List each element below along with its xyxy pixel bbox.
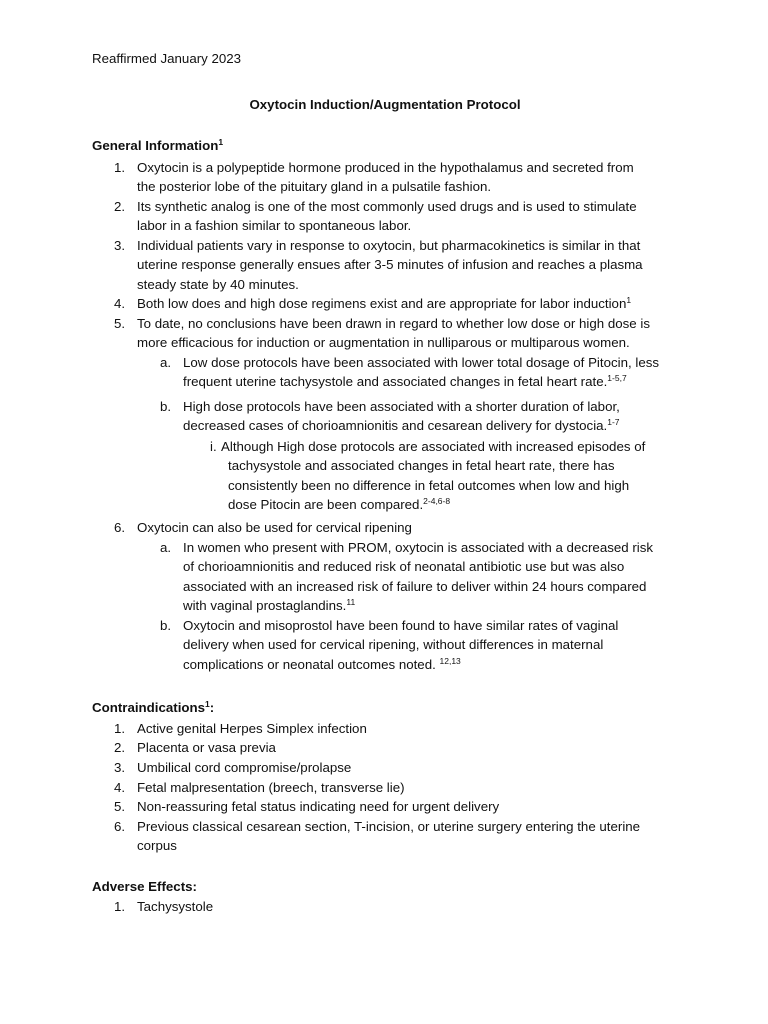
sub-list-letter: b. <box>160 399 172 414</box>
list-number: 1. <box>114 899 126 914</box>
list-number: 5. <box>114 316 126 331</box>
list-item-text: Oxytocin is a polypeptide hormone produced in the hypothalamus and secreted from <box>137 160 634 175</box>
citation: 1-7 <box>607 417 620 427</box>
list-number: 6. <box>114 520 126 535</box>
list-item-text: Previous classical cesarean section, T-incision, or uterine surgery entering the uterine <box>137 819 641 834</box>
sub-list-text: frequent uterine tachysystole and associated changes in fetal heart rate.$^{1-5,7}$ <box>183 373 627 389</box>
citation: 11 <box>346 597 356 607</box>
list-item-text: Both low does and high dose regimens exist and are appropriate for labor induction$^1$ <box>137 295 632 311</box>
sub-list-letter: b. <box>160 618 172 633</box>
general-information-heading: General Information$^1$ <box>92 137 224 153</box>
list-number: 4. <box>114 780 126 795</box>
sub-list-text: with vaginal prostaglandins.$^{11}$ <box>183 597 356 613</box>
list-item-text: more efficacious for induction or augmentation in nulliparous or multiparous women. <box>137 335 630 350</box>
sub-list-text: of chorioamnionitis and reduced risk of neonatal antibiotic use but was also <box>183 559 625 574</box>
list-item-text: the posterior lobe of the pituitary gland in a pulsatile fashion. <box>137 179 492 194</box>
list-number: 2. <box>114 199 126 214</box>
list-item-text: To date, no conclusions have been drawn in regard to whether low dose or high dose is <box>137 316 650 331</box>
list-item-text: Its synthetic analog is one of the most commonly used drugs and is used to stimulate <box>137 199 637 214</box>
list-number: 6. <box>114 819 126 834</box>
list-item-text: Individual patients vary in response to oxytocin, but pharmacokinetics is similar in that <box>137 238 641 253</box>
list-item-text: Placenta or vasa previa <box>137 740 276 755</box>
list-item-text: labor in a fashion similar to spontaneous labor. <box>137 218 412 233</box>
list-item-text: steady state by 40 minutes. <box>137 277 299 292</box>
list-item-text: uterine response generally ensues after 3-5 minutes of infusion and reaches a plasma <box>137 257 643 272</box>
list-number: 5. <box>114 799 126 814</box>
citation: 1-5,7 <box>607 373 627 383</box>
sub-sub-list-text: consistently been no difference in fetal outcomes when low and high <box>228 478 630 493</box>
sub-sub-list-text: Although High dose protocols are associated with increased episodes of <box>221 439 646 454</box>
sub-list-text: complications or neonatal outcomes noted. $^{12,13}$ <box>183 656 461 672</box>
sub-list-text: decreased cases of chorioamnionitis and cesarean delivery for dystocia.$^{1-7}$ <box>183 417 620 433</box>
sub-sub-list-numeral: i. <box>210 439 217 454</box>
list-number: 4. <box>114 296 126 311</box>
sub-list-letter: a. <box>160 355 172 370</box>
list-item-text: Oxytocin can also be used for cervical ripening <box>137 520 412 535</box>
list-item-text: corpus <box>137 838 177 853</box>
list-item-text: Tachysystole <box>137 899 214 914</box>
list-number: 1. <box>114 721 126 736</box>
sub-list-text: associated with an increased risk of failure to deliver within 24 hours compared <box>183 579 647 594</box>
sub-list-letter: a. <box>160 540 172 555</box>
sub-sub-list-text: tachysystole and associated changes in fetal heart rate, there has <box>228 458 615 473</box>
list-number: 2. <box>114 740 126 755</box>
sub-list-text: delivery when used for cervical ripening, without differences in maternal <box>183 637 604 652</box>
sub-list-text: Oxytocin and misoprostol have been found to have similar rates of vaginal <box>183 618 619 633</box>
sub-list-text: Low dose protocols have been associated with lower total dosage of Pitocin, less <box>183 355 660 370</box>
citation: 2-4,6-8 <box>423 496 451 506</box>
document-title: Oxytocin Induction/Augmentation Protocol <box>249 97 521 112</box>
sub-sub-list-text: dose Pitocin are been compared.$^{2-4,6-8}$ <box>228 496 451 512</box>
list-item-text: Fetal malpresentation (breech, transverse lie) <box>137 780 405 795</box>
citation: 1 <box>626 295 632 305</box>
contraindications-heading: Contraindications$^1$: <box>92 699 215 715</box>
adverse-effects-heading: Adverse Effects: <box>92 879 197 894</box>
list-item-text: Non-reassuring fetal status indicating need for urgent delivery <box>137 799 500 814</box>
list-number: 3. <box>114 238 126 253</box>
list-item-text: Umbilical cord compromise/prolapse <box>137 760 352 775</box>
list-item-text: Active genital Herpes Simplex infection <box>137 721 367 736</box>
list-number: 1. <box>114 160 126 175</box>
sub-list-text: High dose protocols have been associated with a shorter duration of labor, <box>183 399 620 414</box>
citation: 12,13 <box>439 656 461 666</box>
reaffirmed-date: Reaffirmed January 2023 <box>92 51 242 66</box>
list-number: 3. <box>114 760 126 775</box>
sub-list-text: In women who present with PROM, oxytocin is associated with a decreased risk <box>183 540 654 555</box>
